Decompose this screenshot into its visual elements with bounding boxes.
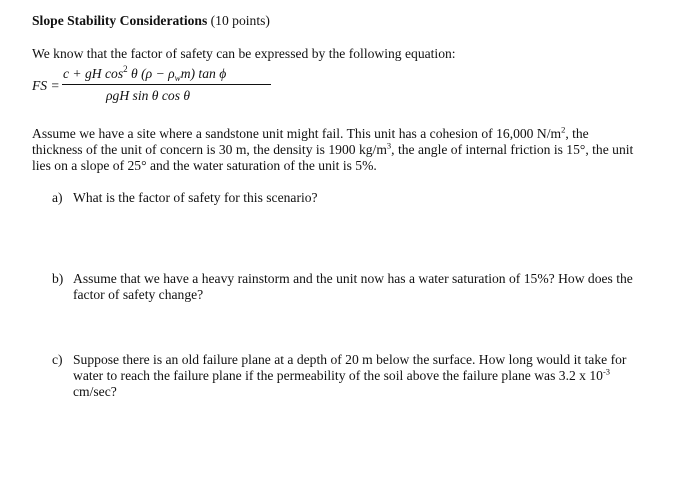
question-text	[73, 271, 673, 303]
section-points: (10 points)	[210, 13, 270, 28]
equation-numerator	[63, 66, 226, 83]
paragraph-line-2-text: thickness of the unit of concern is 30 m, the density is 1900 kg/m	[32, 142, 387, 157]
factor-of-safety-equation	[32, 66, 292, 110]
paragraph-line-2-end: , the angle of internal friction is 15°, the unit	[391, 142, 634, 157]
paragraph-line-3: lies on a slope of 25° and the water saturation of the unit is 5%.	[32, 158, 377, 173]
numerator-exponent: 2	[123, 64, 128, 74]
paragraph-line-1-sup: 2	[561, 124, 566, 135]
question-line: Suppose there is an old failure plane at a depth of 20 m below the surface. How long would it take for	[73, 352, 627, 367]
scenario-paragraph	[32, 126, 672, 174]
paragraph-line-1-text: Assume we have a site where a sandstone unit might fail. This unit has a cohesion of 16,000 N/m	[32, 126, 562, 141]
paragraph-line-1-end: , the	[565, 126, 589, 141]
section-heading	[32, 13, 270, 29]
question-line: Assume that we have a heavy rainstorm and the unit now has a water saturation of 15%? How does the	[73, 271, 633, 286]
intro-text: We know that the factor of safety can be expressed by the following equation:	[32, 46, 456, 61]
numerator-part2: θ (ρ − ρ	[127, 66, 175, 81]
paragraph-line-1	[32, 126, 672, 142]
question-line: What is the factor of safety for this scenario?	[73, 190, 318, 205]
paragraph-line-2-sup: 3	[386, 140, 392, 151]
question-line-with-exponent	[73, 368, 673, 384]
numerator-part1: c + gH cos	[63, 66, 124, 81]
equation-denominator: ρgH sin θ cos θ	[106, 88, 191, 103]
question-line-text: water to reach the failure plane if the permeability of the soil above the failure plane was 3.2 x 10	[73, 368, 603, 383]
equation-lhs: FS =	[32, 78, 60, 93]
numerator-part3: m) tan ϕ	[180, 66, 227, 81]
permeability-exponent: -3	[602, 366, 611, 377]
question-line: factor of safety change?	[73, 287, 204, 302]
section-title: Slope Stability Considerations	[32, 13, 208, 28]
paragraph-line-2	[32, 142, 672, 158]
numerator-subscript: w	[174, 73, 181, 83]
question-label: a)	[52, 190, 63, 205]
question-text	[73, 352, 673, 400]
fraction-bar	[62, 84, 271, 85]
question-label: b)	[52, 271, 64, 286]
question-text	[73, 190, 673, 206]
question-line: cm/sec?	[73, 384, 117, 399]
question-label: c)	[52, 352, 63, 367]
